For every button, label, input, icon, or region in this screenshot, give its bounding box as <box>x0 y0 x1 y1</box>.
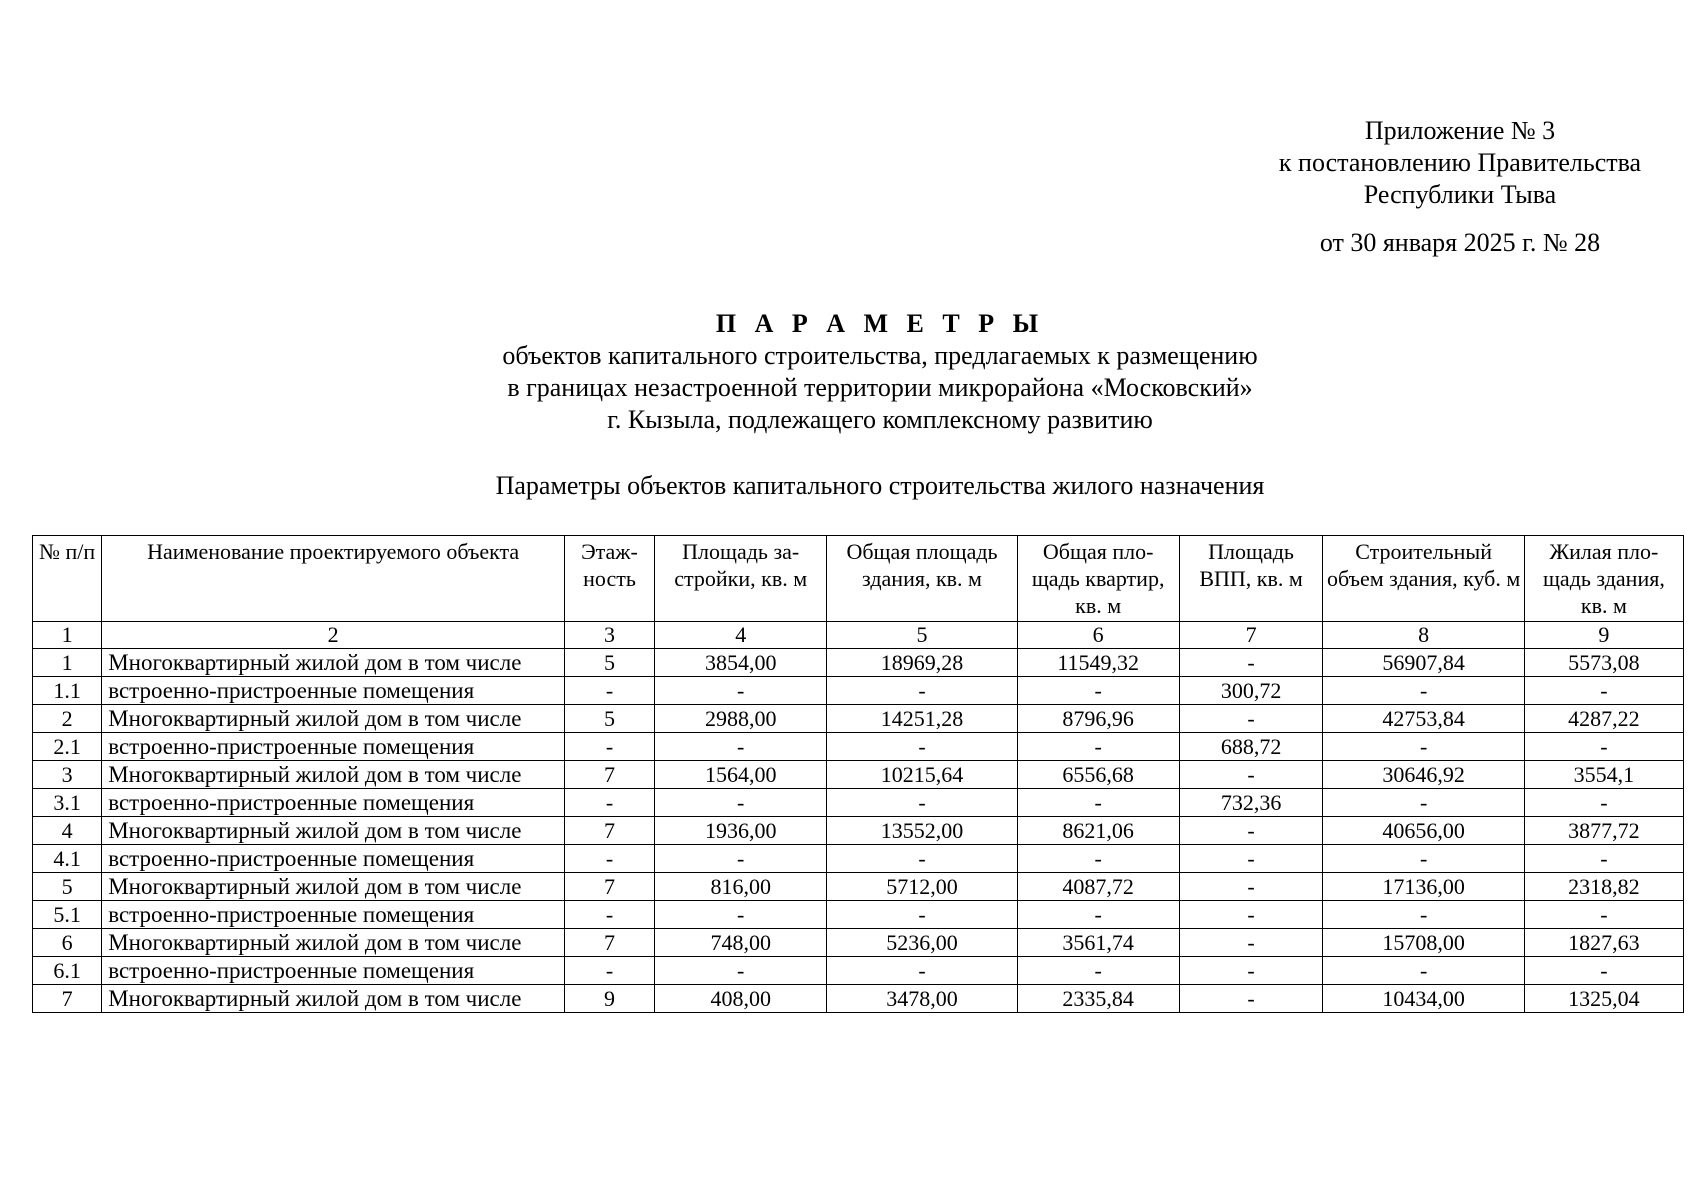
row-number-cell: 3.1 <box>33 789 102 817</box>
object-name-cell: встроенно-пристроенные помещения <box>102 957 565 985</box>
living-area-cell: - <box>1524 957 1683 985</box>
table-row <box>33 901 1684 929</box>
built-area-cell: 1564,00 <box>654 761 827 789</box>
object-name-cell: Многоквартирный жилой дом в том числе <box>102 705 565 733</box>
vpp-area-cell: - <box>1179 817 1323 845</box>
floors-cell: 9 <box>565 985 655 1013</box>
table-row <box>33 929 1684 957</box>
object-name-cell: Многоквартирный жилой дом в том числе <box>102 817 565 845</box>
floors-cell: 7 <box>565 761 655 789</box>
building-volume-cell: 17136,00 <box>1323 873 1524 901</box>
apartments-area-cell: 4087,72 <box>1017 873 1179 901</box>
apartments-area-cell: 11549,32 <box>1017 649 1179 677</box>
row-number-cell: 5.1 <box>33 901 102 929</box>
column-header: Строительный объем здания, куб. м <box>1323 536 1524 622</box>
object-name-cell: Многоквартирный жилой дом в том числе <box>102 985 565 1013</box>
row-number-cell: 2.1 <box>33 733 102 761</box>
row-number-cell: 6.1 <box>33 957 102 985</box>
heading-line-3: г. Кызыла, подлежащего комплексному развитию <box>607 405 1153 434</box>
apartments-area-cell: - <box>1017 789 1179 817</box>
built-area-cell: - <box>654 957 827 985</box>
vpp-area-cell: 732,36 <box>1179 789 1323 817</box>
table-row <box>33 845 1684 873</box>
living-area-cell: 1325,04 <box>1524 985 1683 1013</box>
built-area-cell: 408,00 <box>654 985 827 1013</box>
vpp-area-cell: - <box>1179 929 1323 957</box>
floors-cell: - <box>565 789 655 817</box>
column-header: Этаж-ность <box>565 536 655 622</box>
appendix-block <box>1240 115 1680 259</box>
document-heading <box>380 308 1380 436</box>
floors-cell: - <box>565 845 655 873</box>
vpp-area-cell: - <box>1179 985 1323 1013</box>
column-number: 3 <box>565 622 655 649</box>
object-name-cell: встроенно-пристроенные помещения <box>102 845 565 873</box>
row-number-cell: 7 <box>33 985 102 1013</box>
living-area-cell: 5573,08 <box>1524 649 1683 677</box>
built-area-cell: 1936,00 <box>654 817 827 845</box>
building-volume-cell: - <box>1323 901 1524 929</box>
object-name-cell: встроенно-пристроенные помещения <box>102 677 565 705</box>
built-area-cell: - <box>654 677 827 705</box>
floors-cell: 7 <box>565 873 655 901</box>
table-row <box>33 817 1684 845</box>
built-area-cell: - <box>654 789 827 817</box>
appendix-date: от 30 января 2025 г. № 28 <box>1319 228 1601 257</box>
appendix-reference: к постановлению Правительства <box>1278 148 1642 177</box>
building-volume-cell: - <box>1323 845 1524 873</box>
apartments-area-cell: 2335,84 <box>1017 985 1179 1013</box>
column-number: 1 <box>33 622 102 649</box>
column-header: Жилая пло-щадь здания, кв. м <box>1524 536 1683 622</box>
building-volume-cell: 42753,84 <box>1323 705 1524 733</box>
living-area-cell: - <box>1524 845 1683 873</box>
total-building-area-cell: - <box>827 845 1017 873</box>
building-volume-cell: - <box>1323 789 1524 817</box>
object-name-cell: Многоквартирный жилой дом в том числе <box>102 873 565 901</box>
built-area-cell: 748,00 <box>654 929 827 957</box>
apartments-area-cell: - <box>1017 677 1179 705</box>
built-area-cell: 816,00 <box>654 873 827 901</box>
building-volume-cell: 40656,00 <box>1323 817 1524 845</box>
table-row <box>33 761 1684 789</box>
object-name-cell: встроенно-пристроенные помещения <box>102 733 565 761</box>
column-number: 5 <box>827 622 1017 649</box>
section-title: Параметры объектов капитального строительства жилого назначения <box>495 471 1265 500</box>
vpp-area-cell: - <box>1179 845 1323 873</box>
row-number-cell: 2 <box>33 705 102 733</box>
total-building-area-cell: 18969,28 <box>827 649 1017 677</box>
column-header: Наименование проектируемого объекта <box>102 536 565 622</box>
row-number-cell: 6 <box>33 929 102 957</box>
floors-cell: - <box>565 901 655 929</box>
object-name-cell: Многоквартирный жилой дом в том числе <box>102 929 565 957</box>
row-number-cell: 1.1 <box>33 677 102 705</box>
total-building-area-cell: - <box>827 677 1017 705</box>
column-number: 2 <box>102 622 565 649</box>
column-number: 9 <box>1524 622 1683 649</box>
total-building-area-cell: - <box>827 901 1017 929</box>
heading-line-1: объектов капитального строительства, предлагаемых к размещению <box>502 341 1258 370</box>
column-number-row <box>33 622 1684 649</box>
document-title: П А Р А М Е Т Р Ы <box>715 309 1045 338</box>
row-number-cell: 4 <box>33 817 102 845</box>
object-name-cell: встроенно-пристроенные помещения <box>102 789 565 817</box>
column-number: 4 <box>654 622 827 649</box>
built-area-cell: - <box>654 733 827 761</box>
floors-cell: - <box>565 677 655 705</box>
living-area-cell: - <box>1524 733 1683 761</box>
total-building-area-cell: - <box>827 733 1017 761</box>
total-building-area-cell: 13552,00 <box>827 817 1017 845</box>
column-number: 7 <box>1179 622 1323 649</box>
total-building-area-cell: 14251,28 <box>827 705 1017 733</box>
vpp-area-cell: - <box>1179 957 1323 985</box>
building-volume-cell: 15708,00 <box>1323 929 1524 957</box>
object-name-cell: встроенно-пристроенные помещения <box>102 901 565 929</box>
column-header: Площадь за-стройки, кв. м <box>654 536 827 622</box>
row-number-cell: 1 <box>33 649 102 677</box>
apartments-area-cell: - <box>1017 957 1179 985</box>
vpp-area-cell: 688,72 <box>1179 733 1323 761</box>
building-volume-cell: - <box>1323 733 1524 761</box>
apartments-area-cell: 8621,06 <box>1017 817 1179 845</box>
table-row <box>33 649 1684 677</box>
apartments-area-cell: - <box>1017 733 1179 761</box>
table-row <box>33 873 1684 901</box>
total-building-area-cell: 5236,00 <box>827 929 1017 957</box>
table-row <box>33 789 1684 817</box>
floors-cell: 7 <box>565 929 655 957</box>
living-area-cell: - <box>1524 789 1683 817</box>
table-row <box>33 985 1684 1013</box>
total-building-area-cell: 10215,64 <box>827 761 1017 789</box>
column-number: 6 <box>1017 622 1179 649</box>
living-area-cell: 3877,72 <box>1524 817 1683 845</box>
living-area-cell: - <box>1524 677 1683 705</box>
table-header-row <box>33 536 1684 622</box>
floors-cell: - <box>565 733 655 761</box>
floors-cell: 5 <box>565 649 655 677</box>
row-number-cell: 3 <box>33 761 102 789</box>
column-number: 8 <box>1323 622 1524 649</box>
built-area-cell: 2988,00 <box>654 705 827 733</box>
built-area-cell: - <box>654 901 827 929</box>
living-area-cell: 1827,63 <box>1524 929 1683 957</box>
apartments-area-cell: - <box>1017 845 1179 873</box>
apartments-area-cell: 8796,96 <box>1017 705 1179 733</box>
column-header: Общая пло-щадь квартир, кв. м <box>1017 536 1179 622</box>
building-volume-cell: - <box>1323 677 1524 705</box>
building-volume-cell: 56907,84 <box>1323 649 1524 677</box>
vpp-area-cell: - <box>1179 649 1323 677</box>
apartments-area-cell: 6556,68 <box>1017 761 1179 789</box>
vpp-area-cell: - <box>1179 761 1323 789</box>
vpp-area-cell: 300,72 <box>1179 677 1323 705</box>
column-header: № п/п <box>33 536 102 622</box>
living-area-cell: 4287,22 <box>1524 705 1683 733</box>
building-volume-cell: 30646,92 <box>1323 761 1524 789</box>
apartments-area-cell: - <box>1017 901 1179 929</box>
table-body <box>33 649 1684 1013</box>
apartments-area-cell: 3561,74 <box>1017 929 1179 957</box>
row-number-cell: 5 <box>33 873 102 901</box>
heading-line-2: в границах незастроенной территории микрорайона «Московский» <box>507 373 1253 402</box>
object-name-cell: Многоквартирный жилой дом в том числе <box>102 761 565 789</box>
total-building-area-cell: 5712,00 <box>827 873 1017 901</box>
vpp-area-cell: - <box>1179 705 1323 733</box>
total-building-area-cell: - <box>827 789 1017 817</box>
total-building-area-cell: - <box>827 957 1017 985</box>
table-row <box>33 677 1684 705</box>
floors-cell: - <box>565 957 655 985</box>
living-area-cell: - <box>1524 901 1683 929</box>
appendix-number: Приложение № 3 <box>1364 116 1556 145</box>
table-row <box>33 957 1684 985</box>
built-area-cell: 3854,00 <box>654 649 827 677</box>
column-header: Общая площадь здания, кв. м <box>827 536 1017 622</box>
total-building-area-cell: 3478,00 <box>827 985 1017 1013</box>
object-name-cell: Многоквартирный жилой дом в том числе <box>102 649 565 677</box>
appendix-government: Республики Тыва <box>1363 180 1557 209</box>
floors-cell: 5 <box>565 705 655 733</box>
floors-cell: 7 <box>565 817 655 845</box>
vpp-area-cell: - <box>1179 873 1323 901</box>
living-area-cell: 2318,82 <box>1524 873 1683 901</box>
table-row <box>33 733 1684 761</box>
parameters-table <box>32 535 1684 1013</box>
column-header: Площадь ВПП, кв. м <box>1179 536 1323 622</box>
row-number-cell: 4.1 <box>33 845 102 873</box>
table-row <box>33 705 1684 733</box>
living-area-cell: 3554,1 <box>1524 761 1683 789</box>
built-area-cell: - <box>654 845 827 873</box>
vpp-area-cell: - <box>1179 901 1323 929</box>
building-volume-cell: 10434,00 <box>1323 985 1524 1013</box>
building-volume-cell: - <box>1323 957 1524 985</box>
